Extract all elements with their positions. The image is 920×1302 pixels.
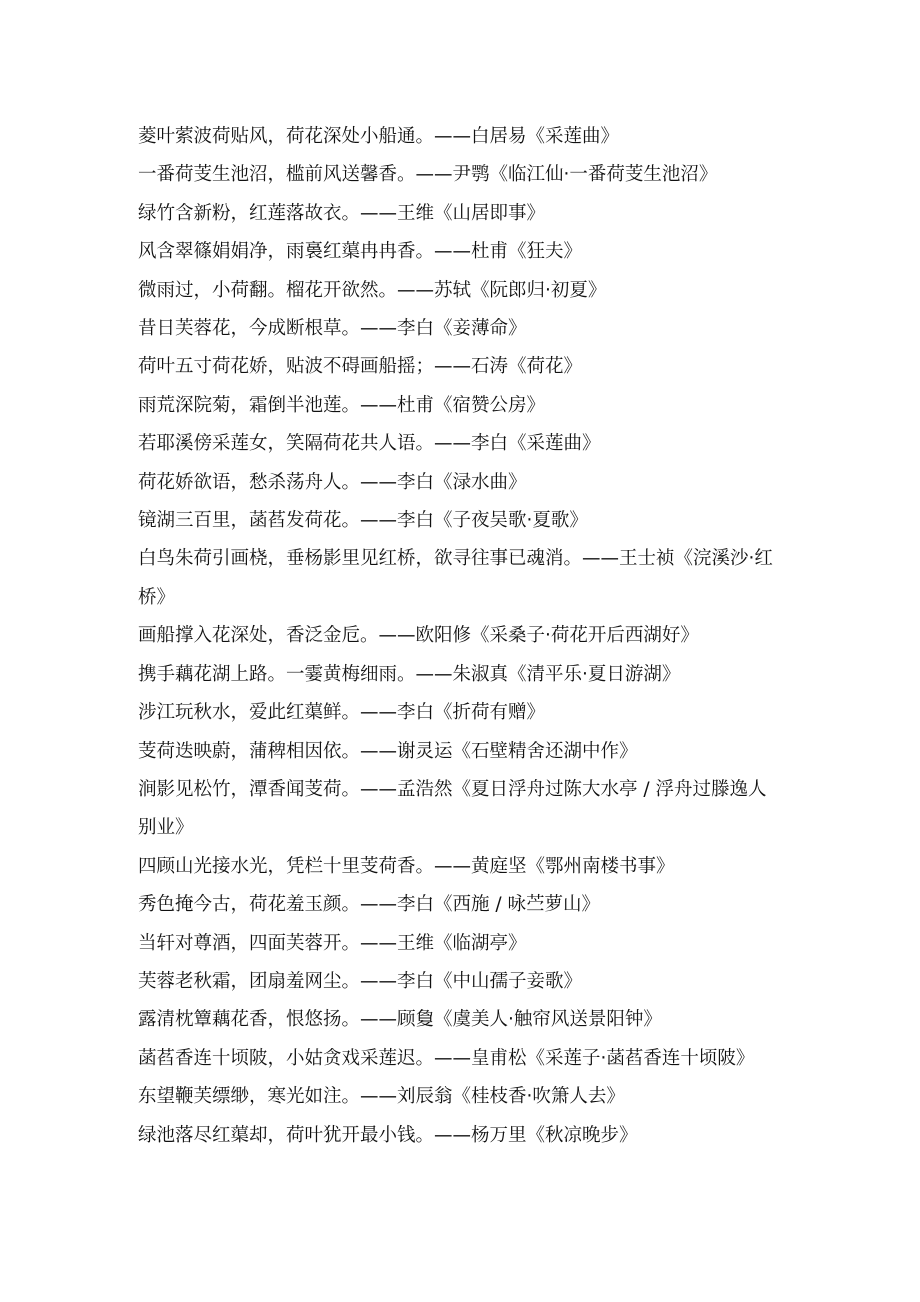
poem-line-list [138,118,788,1155]
poem-line-continuation: 桥》 [138,586,176,608]
poem-line-continuation: 别业》 [138,817,194,839]
poem-line: 涉江玩秋水，爱此红蕖鲜。——李白《折荷有赠》 [138,702,546,724]
poem-line: 一番荷芰生池沼，槛前风送馨香。——尹鹗《临江仙·一番荷芰生池沼》 [138,164,718,186]
poem-line: 涧影见松竹，潭香闻芰荷。——孟浩然《夏日浮舟过陈大水亭 / 浮舟过滕逸人 [138,778,767,800]
poem-line: 微雨过，小荷翻。榴花开欲然。——苏轼《阮郎归·初夏》 [138,279,607,301]
poem-line: 菱叶萦波荷贴风，荷花深处小船通。——白居易《采莲曲》 [138,126,620,147]
poem-line: 白鸟朱荷引画桡，垂杨影里见红桥，欲寻往事已魂消。——王士祯《浣溪沙·红 [138,548,773,570]
poem-line: 芙蓉老秋霜，团扇羞网尘。——李白《中山孺子妾歌》 [138,970,583,992]
poem-line: 绿竹含新粉，红莲落故衣。——王维《山居即事》 [138,202,546,224]
poem-line: 当轩对尊酒，四面芙蓉开。——王维《临湖亭》 [138,932,527,954]
poem-line: 风含翠篠娟娟净，雨裛红蕖冉冉香。——杜甫《狂夫》 [138,241,583,263]
poem-line: 绿池落尽红蕖却，荷叶犹开最小钱。——杨万里《秋凉晚步》 [138,1124,638,1146]
poem-line: 秀色掩今古，荷花羞玉颜。——李白《西施 / 咏苎萝山》 [138,894,600,916]
poem-line: 昔日芙蓉花，今成断根草。——李白《妾薄命》 [138,318,527,340]
poem-line: 若耶溪傍采莲女，笑隔荷花共人语。——李白《采莲曲》 [138,433,601,455]
poem-line: 雨荒深院菊，霜倒半池莲。——杜甫《宿赞公房》 [138,394,546,416]
poem-line: 四顾山光接水光，凭栏十里芰荷香。——黄庭坚《鄂州南楼书事》 [138,855,675,877]
poem-line: 画船撑入花深处，香泛金卮。——欧阳修《采桑子·荷花开后西湖好》 [138,625,699,647]
poem-line: 镜湖三百里，菡萏发荷花。——李白《子夜吴歌·夏歌》 [138,510,588,532]
poem-line: 荷花娇欲语，愁杀荡舟人。——李白《渌水曲》 [138,471,527,493]
poem-line: 携手藕花湖上路。一霎黄梅细雨。——朱淑真《清平乐·夏日游湖》 [138,663,681,685]
poem-line: 露清枕簟藕花香，恨悠扬。——顾敻《虞美人·触帘风送景阳钟》 [138,1009,662,1031]
poem-line: 菡萏香连十顷陂，小姑贪戏采莲迟。——皇甫松《采莲子·菡萏香连十顷陂》 [138,1047,755,1069]
poem-line: 芰荷迭映蔚，蒲稗相因依。——谢灵运《石壁精舍还湖中作》 [138,740,638,762]
poem-line: 荷叶五寸荷花娇，贴波不碍画船摇；——石涛《荷花》 [138,356,583,378]
poem-line: 东望鞭芙缥缈，寒光如注。——刘辰翁《桂枝香·吹箫人去》 [138,1086,625,1108]
